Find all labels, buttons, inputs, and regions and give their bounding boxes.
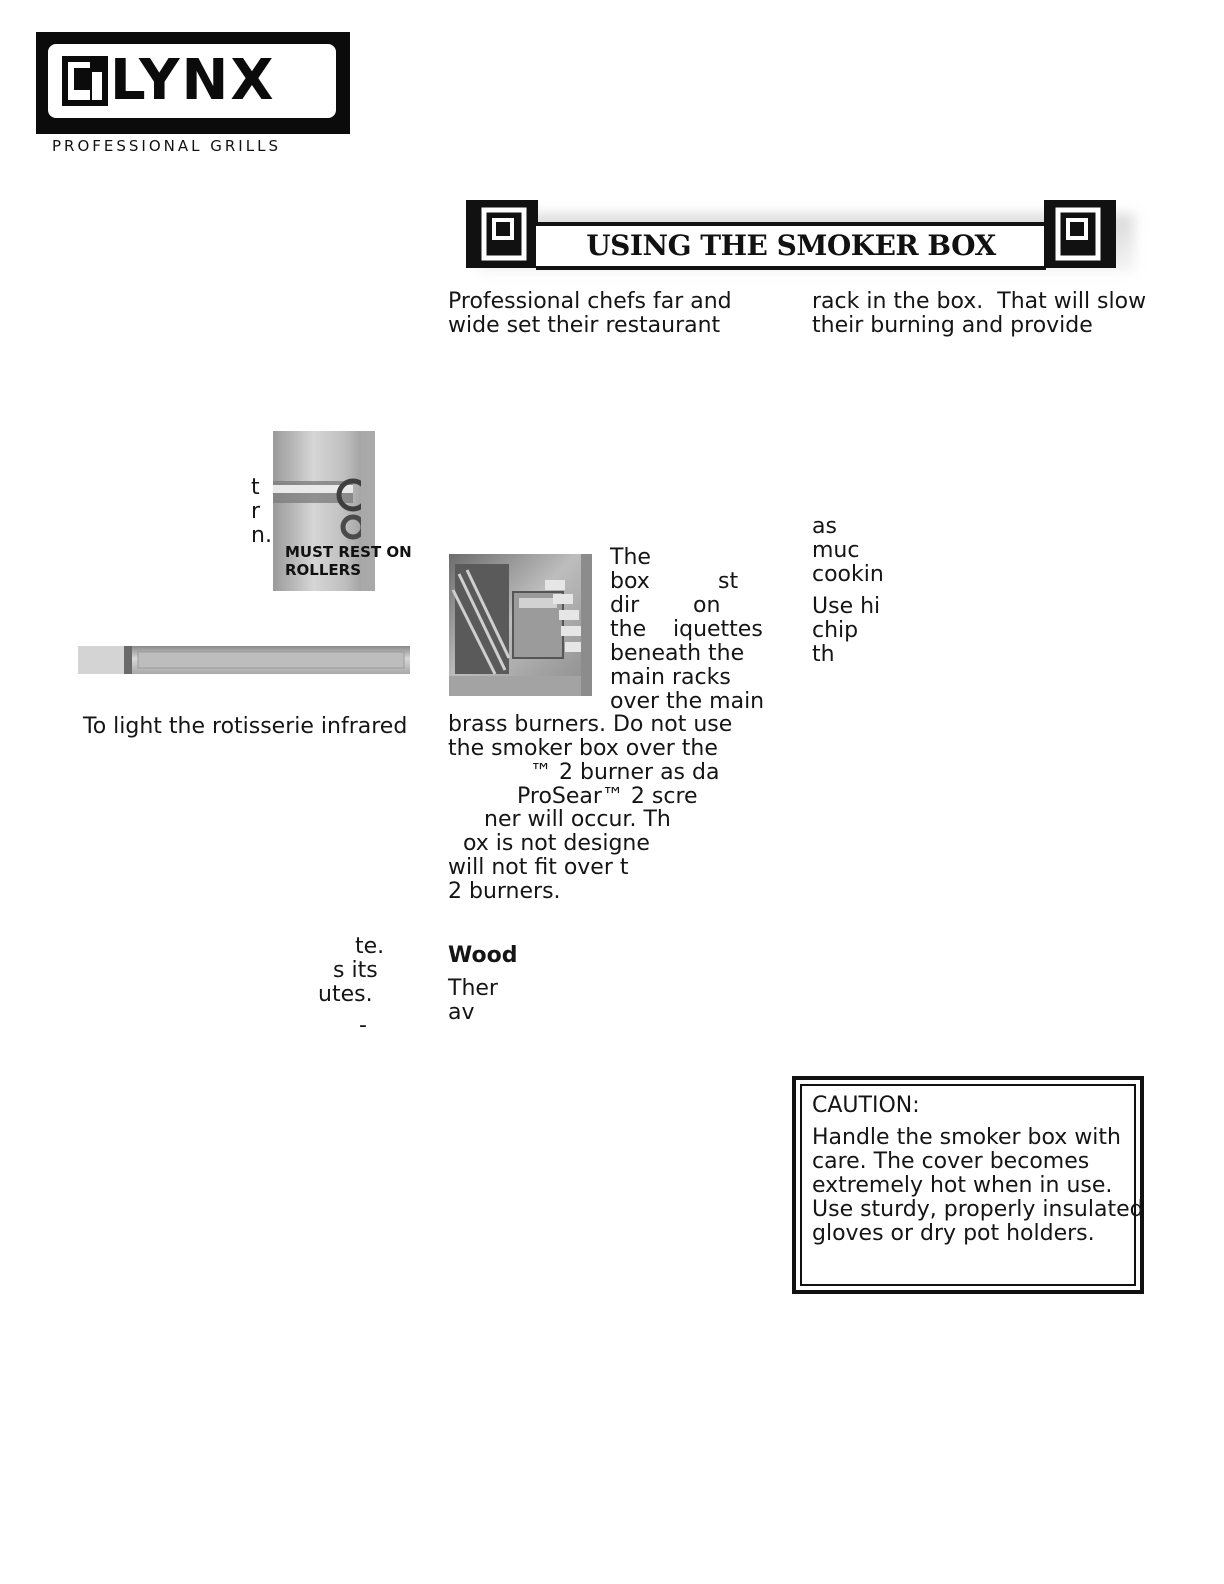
col2-mid-1: The bbox=[610, 545, 651, 570]
col3-frag-2: muc bbox=[812, 538, 860, 563]
banner-right-mark-icon bbox=[1044, 200, 1116, 268]
logo-tagline: PROFESSIONAL GRILLS bbox=[52, 137, 281, 155]
col2-mid-3: st bbox=[718, 569, 739, 594]
col2-body-5: ner will occur. Th bbox=[484, 807, 671, 832]
col1-lower-3: utes. bbox=[318, 982, 373, 1007]
col2-body-3: ™ 2 burner as da bbox=[530, 760, 720, 785]
caution-line-2: care. The cover becomes bbox=[812, 1149, 1090, 1174]
col1-frag-3: n. bbox=[251, 523, 272, 548]
col2-top-line-2: wide set their restaurant bbox=[448, 313, 721, 338]
col2-body-6: ox is not designe bbox=[463, 831, 650, 856]
rotisserie-burner-photo bbox=[78, 646, 410, 674]
section-banner bbox=[536, 222, 1046, 270]
col2-body-4: ProSear™ 2 scre bbox=[517, 784, 698, 809]
col3-frag-6: th bbox=[812, 642, 835, 667]
col1-frag-2: r bbox=[251, 499, 261, 524]
section-title: USING THE SMOKER BOX bbox=[586, 229, 996, 262]
col3-top-line-2: their burning and provide bbox=[812, 313, 1093, 338]
col1-lower-2: s its bbox=[333, 958, 378, 983]
caution-line-1: Handle the smoker box with bbox=[812, 1125, 1121, 1150]
col2-body-8: 2 burners. bbox=[448, 879, 561, 904]
caution-line-3: extremely hot when in use. bbox=[812, 1173, 1113, 1198]
col1-frag-1: t bbox=[251, 475, 260, 500]
col2-mid-8: beneath the bbox=[610, 641, 745, 666]
col3-frag-5: chip bbox=[812, 618, 859, 643]
caution-line-5: gloves or dry pot holders. bbox=[812, 1221, 1095, 1246]
col2-mid-6: the bbox=[610, 617, 647, 642]
col2-top-line-1: Professional chefs far and bbox=[448, 289, 732, 314]
col2-body-1: brass burners. Do not use bbox=[448, 712, 733, 737]
roller-label-2: ROLLERS bbox=[285, 561, 362, 579]
col2-mid-9: main racks bbox=[610, 665, 731, 690]
caution-line-4: Use sturdy, properly insulated bbox=[812, 1197, 1144, 1222]
wood-line-1: Ther bbox=[448, 976, 498, 1001]
smoker-box-photo bbox=[449, 554, 592, 696]
col1-caption: To light the rotisserie infrared bbox=[83, 714, 408, 739]
col2-mid-4: dir bbox=[610, 593, 640, 618]
col2-mid-2: box bbox=[610, 569, 650, 594]
logo-panel bbox=[48, 44, 336, 118]
col2-mid-5: on bbox=[693, 593, 721, 618]
col3-frag-3: cookin bbox=[812, 562, 884, 587]
col3-frag-1: as bbox=[812, 514, 837, 539]
col2-body-7: will not fit over t bbox=[448, 855, 629, 880]
col3-frag-4: Use hi bbox=[812, 594, 881, 619]
wood-heading: Wood bbox=[448, 943, 518, 968]
col2-mid-10: over the main bbox=[610, 689, 765, 714]
caution-heading: CAUTION: bbox=[812, 1093, 920, 1118]
roller-label-1: MUST REST ON bbox=[285, 543, 412, 561]
col2-body-2: the smoker box over the bbox=[448, 736, 718, 761]
lynx-logo bbox=[36, 32, 350, 134]
col3-top-line-1: rack in the box. That will slow bbox=[812, 289, 1147, 314]
col1-lower-1: te. bbox=[355, 934, 385, 959]
wood-line-2: av bbox=[448, 1000, 475, 1025]
logo-mark-icon bbox=[62, 56, 108, 106]
col2-mid-7: iquettes bbox=[673, 617, 763, 642]
caution-box bbox=[792, 1076, 1144, 1294]
logo-wordmark: LYNX bbox=[110, 48, 276, 113]
col1-lower-4: - bbox=[359, 1013, 367, 1038]
banner-left-mark-icon bbox=[466, 200, 538, 268]
